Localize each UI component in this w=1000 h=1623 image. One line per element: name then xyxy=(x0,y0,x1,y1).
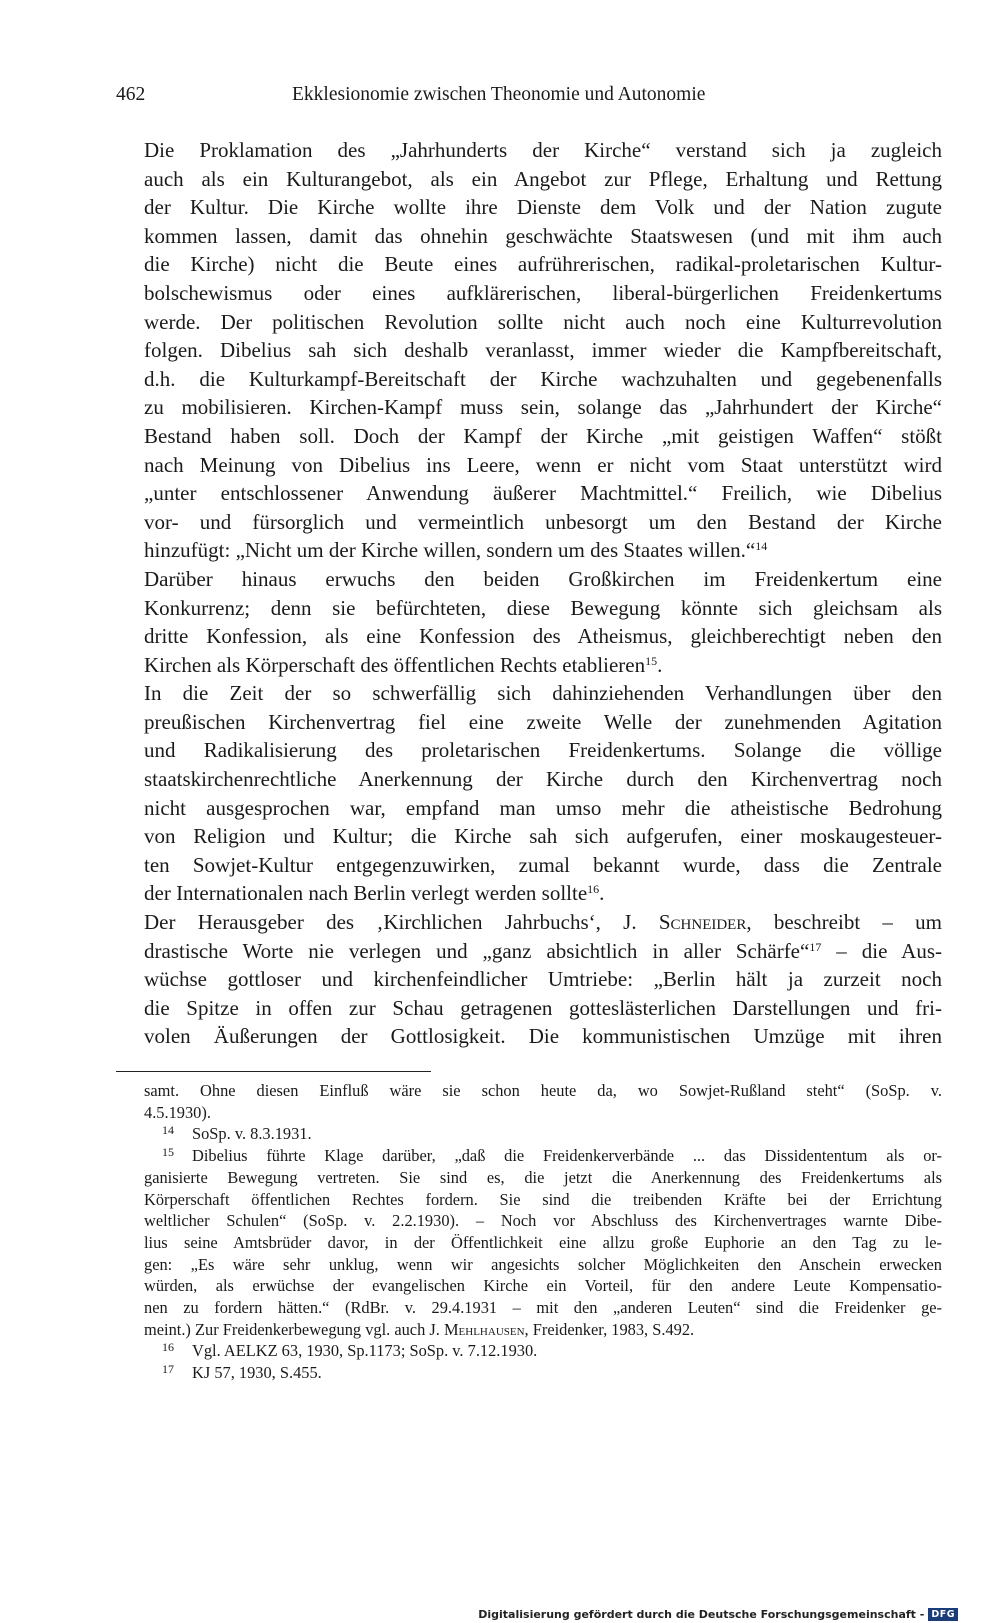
body-line: werde. Der politischen Revolution sollte nicht auch noch eine Kulturrevolution xyxy=(144,309,942,334)
footnote-line: gen: „Es wäre sehr unklug, wenn wir angesichts solcher Möglichkeiten den Anschein erwecken xyxy=(144,1254,942,1274)
footnote-ref: 16 xyxy=(587,882,600,897)
body-line xyxy=(144,908,942,937)
footnote-text: meint.) Zur Freidenkerbewegung vgl. auch J. xyxy=(144,1319,444,1339)
dfg-logo: DFG xyxy=(928,1608,958,1621)
body-line: auch als ein Kulturangebot, als ein Angebot zur Pflege, Erhaltung und Rettung xyxy=(144,166,942,191)
body-line-text: Kirchen als Körperschaft des öffentlichen Rechts etablieren xyxy=(144,652,646,677)
body-line: bolschewismus oder eines aufklärerischen, liberal-bürgerlichen Freidenkertums xyxy=(144,280,942,305)
footnote-ref: 14 xyxy=(755,539,768,554)
footnote-line: Körperschaft öffentlichen Rechtes fordern. Sie sind die treibenden Kräfte bei der Errichtung xyxy=(144,1189,942,1209)
footnote-line: 4.5.1930). xyxy=(144,1102,211,1122)
footnote-17: 17 KJ 57, 1930, S.455. xyxy=(162,1362,322,1383)
footnote-line: weltlicher Schulen“ (SoSp. v. 2.2.1930). – Noch vor Abschluss des Kirchenvertrages warnte Dibe- xyxy=(144,1211,942,1231)
body-line: Bestand haben soll. Doch der Kampf der Kirche „mit geistigen Waffen“ stößt xyxy=(144,423,942,448)
body-line: Konkurrenz; denn sie befürchteten, diese Bewegung könnte sich gleichsam als xyxy=(144,595,942,620)
footnote-16: 16 Vgl. AELKZ 63, 1930, Sp.1173; SoSp. v. 7.12.1930. xyxy=(162,1340,538,1361)
page-number: 462 xyxy=(116,84,146,105)
body-line-text: Der Herausgeber des ‚Kirchlichen Jahrbuchs‘, J. xyxy=(144,910,659,935)
footnote-line: samt. Ohne diesen Einfluß wäre sie schon heute da, wo Sowjet-Rußland steht“ (SoSp. v. xyxy=(144,1081,942,1100)
footnote-14: 14 SoSp. v. 8.3.1931. xyxy=(162,1123,312,1144)
body-line: folgen. Dibelius sah sich deshalb veranlasst, immer wieder die Kampfbereitschaft, xyxy=(144,338,942,363)
footnote-text: KJ 57, 1930, S.455. xyxy=(192,1363,322,1383)
body-line: und Radikalisierung des proletarischen Freidenkertums. Solange die völlige xyxy=(144,738,942,763)
footnote-divider xyxy=(116,1071,431,1072)
body-line: vor- und fürsorglich und vermeintlich unbesorgt um den Bestand der Kirche xyxy=(144,509,942,534)
footnote-text: Vgl. AELKZ 63, 1930, Sp.1173; SoSp. v. 7.12.1930. xyxy=(192,1341,538,1361)
footnote-text: SoSp. v. 8.3.1931. xyxy=(192,1124,312,1144)
footnote-text: , Freidenker, 1983, S.492. xyxy=(524,1319,695,1339)
body-line-text: , beschreibt – um xyxy=(746,910,942,935)
body-line: volen Äußerungen der Gottlosigkeit. Die kommunistischen Umzüge mit ihren xyxy=(144,1024,942,1049)
body-line: von Religion und Kultur; die Kirche sah sich aufgerufen, einer moskaugesteuer- xyxy=(144,824,942,849)
body-line xyxy=(144,651,942,680)
body-line: nach Meinung von Dibelius ins Leere, wenn er nicht vom Staat unterstützt wird xyxy=(144,452,942,477)
footnotes xyxy=(144,1080,942,1384)
body-line: „unter entschlossener Anwendung äußerer Machtmittel.“ Freilich, wie Dibelius xyxy=(144,481,942,506)
body-line-text: hinzufügt: „Nicht um der Kirche willen, sondern um des Staates willen.“ xyxy=(144,538,756,563)
body-line xyxy=(144,536,942,565)
author-name: Mehlhausen xyxy=(443,1319,525,1339)
body-line: Darüber hinaus erwuchs den beiden Großkirchen im Freidenkertum eine xyxy=(144,566,942,591)
footnote-line: nen zu fordern hätten.“ (RdBr. v. 29.4.1931 – mit den „anderen Leuten“ sind die Freidenker ge- xyxy=(144,1298,942,1318)
footnote-line xyxy=(144,1319,942,1341)
body-line-text: der Internationalen nach Berlin verlegt werden sollte xyxy=(144,881,588,906)
footnote-line: würden, als erwüchse der evangelischen Kirche ein Vorteil, für den andere Leute Kompensatio- xyxy=(144,1276,942,1296)
body-line: die Kirche) nicht die Beute eines aufrührerischen, radikal-proletarischen Kultur- xyxy=(144,252,942,277)
body-line: dritte Konfession, als eine Konfession des Atheismus, gleichberechtigt neben den xyxy=(144,624,942,649)
body-line: die Spitze in offen zur Schau getragenen gotteslästerlichen Darstellungen und fri- xyxy=(144,995,942,1020)
footnote-text: Dibelius führte Klage darüber, „daß die Freidenkerverbände ... das Dissidententum als or- xyxy=(192,1146,942,1166)
footnote-15: 15 Dibelius führte Klage darüber, „daß die Freidenkerverbände ... das Dissidententum als or- xyxy=(162,1145,942,1166)
footnote-ref: 15 xyxy=(645,653,658,668)
body-text xyxy=(144,136,942,1051)
body-line: der Kultur. Die Kirche wollte ihre Dienste dem Volk und der Nation zugute xyxy=(144,195,942,220)
body-line: d.h. die Kulturkampf-Bereitschaft der Kirche wachzuhalten und gegebenenfalls xyxy=(144,366,942,391)
body-line: Die Proklamation des „Jahrhunderts der Kirche“ verstand sich ja zugleich xyxy=(144,138,942,162)
body-line xyxy=(144,879,942,908)
footnote-ref: 17 xyxy=(809,939,822,954)
body-line-text: drastische Worte nie verlegen und „ganz absichtlich in aller Schärfe“ xyxy=(144,938,810,963)
body-line: kommen lassen, damit das ohnehin geschwächte Staatswesen (und mit ihm auch xyxy=(144,223,942,248)
credit-text: Digitalisierung gefördert durch die Deutsche Forschungsgemeinschaft - xyxy=(478,1608,925,1621)
running-title: Ekklesionomie zwischen Theonomie und Autonomie xyxy=(292,84,706,105)
author-name: Schneider xyxy=(658,910,747,935)
body-line-text: – die Aus- xyxy=(821,938,942,963)
digitization-credit xyxy=(478,1606,958,1623)
body-line: wüchse gottloser und kirchenfeindlicher Umtriebe: „Berlin hält ja zurzeit noch xyxy=(144,967,942,992)
period: . xyxy=(657,652,663,677)
body-line: In die Zeit der so schwerfällig sich dahinziehenden Verhandlungen über den xyxy=(144,681,942,706)
body-line: zu mobilisieren. Kirchen-Kampf muss sein, solange das „Jahrhundert der Kirche“ xyxy=(144,395,942,420)
period: . xyxy=(599,881,605,906)
body-line xyxy=(144,937,942,966)
footnote-line: ganisierte Bewegung vertreten. Sie sind es, die jetzt die Anerkennung des Freidenkertums als xyxy=(144,1167,942,1187)
body-line: preußischen Kirchenvertrag fiel eine zweite Welle der zunehmenden Agitation xyxy=(144,709,942,734)
page-header xyxy=(116,84,986,114)
body-line: ten Sowjet-Kultur entgegenzuwirken, zumal bekannt wurde, dass die Zentrale xyxy=(144,852,942,877)
body-line: nicht ausgesprochen war, empfand man umso mehr die atheistische Bedrohung xyxy=(144,795,942,820)
body-line: staatskirchenrechtliche Anerkennung der Kirche durch den Kirchenvertrag noch xyxy=(144,767,942,792)
footnote-line: lius seine Amtsbrüder davor, in der Öffentlichkeit eine allzu große Euphorie an den Tag zu le- xyxy=(144,1232,942,1252)
